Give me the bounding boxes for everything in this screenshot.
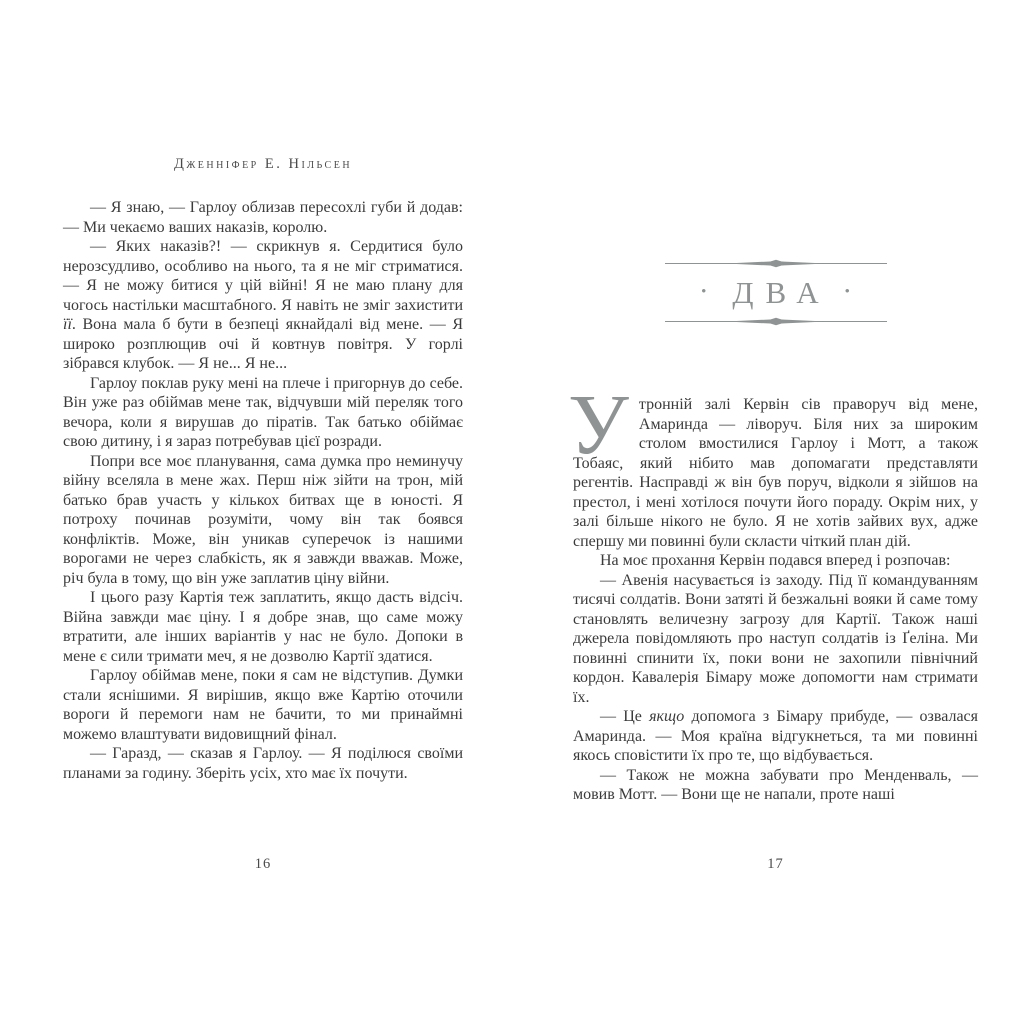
paragraph [63,744,463,783]
italic-text-run: якщо [649,708,685,725]
text-run: — Гаразд, — сказав я Гарлоу. — Я поділюся своїми планами за годину. Зберіть усіх, хто має їх почути. [63,745,463,782]
page-number-right: 17 [767,856,784,872]
left-page-body [63,198,463,783]
chapter-title: ДВА [732,274,831,310]
right-page-body [568,376,978,805]
ornament-dot-right-icon: • [844,284,850,300]
chapter-divider-bottom-ornament [665,317,887,326]
text-run: — Також не можна забувати про Менденваль, — мовив Мотт. — Вони ще не напали, проте наші [573,766,978,803]
text-run: тронній залі Кервін сів праворуч від мене, Амаринда — ліворуч. Біля них за широким столом вмостилися Гарлоу і Мотт, а також Тобаяс, який нібито мав допомагати представляти регентів. Насправді ж він був поруч, відколи я зійшов на престол, і мені хотілося почути його пораду. Окрім них, у залі більше нікого не було. Я не хотів зайвих вух, адже спершу ми повинні були скласти чіткий план дій. [573,396,978,550]
text-run: Попри все моє планування, сама думка про неминучу війну вселяла в мене жах. Перш ніж зійти на трон, мій батько брав участь у кількох битвах ще в юності. Я потроху починав розуміти, чому він так боявся конфліктів. Може, він уникав суперечок із нашими ворогами не через слабкість, як я завжди вважав. Може, річ була в тому, що він уже заплатив ціну війни. [63,452,463,587]
text-run: — Яких наказів?! — скрикнув я. Сердитися було нерозсудливо, особливо на нього, та я не міг стриматися. — Я не можу битися у цій війні! Я не маю плану для чогось настільки масштабного. Я навіть не зміг захистити [63,238,463,314]
text-run: — Авенія насувається із заходу. Під її командуванням тисячі солдатів. Вони затяті й безжальні вояки й саме тому становлять величезну загрозу для Картії. Також наші джерела повідомляють про наступ солдатів із Ґеліна. Ми повинні спинити їх, поки вони не захопили північний кордон. Кавалерія Бімару може допомогти нам стримати їх. [573,571,978,706]
text-run: На моє прохання Кервін подався вперед і розпочав: [600,552,951,569]
text-run: Гарлоу поклав руку мені на плече і пригорнув до себе. Він уже раз обіймав мене так, відчувши мій переляк того вечора, коли я вирушав до піратів. Так батько обіймає свою дитину, і я зараз потребував цієї розради. [63,374,463,450]
drop-cap: У [568,376,629,472]
page-left [63,156,463,916]
paragraph [573,766,978,805]
paragraph [63,198,463,237]
text-run: Гарлоу обіймав мене, поки я сам не відступив. Думки стали яснішими. Я вирішив, якщо вже Картію оточили вороги й перемоги нам не бачити, то ми принаймні можемо влаштувати видовищний фінал. [63,667,463,743]
paragraph [63,666,463,744]
chapter-title-row [573,268,978,317]
text-run: — Я знаю, — Гарлоу облизав пересохлі губи й додав: — Ми чекаємо ваших наказів, королю. [63,199,463,236]
ornament-dot-left-icon: • [701,284,707,300]
text-run: . Вона мала б бути в безпеці якнайдалі від мене. — Я широко розплющив очі й ковтнув повітря. У горлі зібрався клубок. — Я не... Я не... [63,316,463,372]
paragraph [63,237,463,374]
italic-text-run: її [63,316,72,333]
paragraph [573,707,978,766]
paragraph [573,571,978,708]
paragraph [63,374,463,452]
paragraph [568,376,978,551]
page-number-left: 16 [254,856,272,872]
text-run: — Це [600,708,650,725]
page-right [568,259,978,919]
text-run: І цього разу Картія теж заплатить, якщо дасть відсіч. Війна завжди має ціну. І я добре знав, що саме можу втратити, але інших варіантів у нас не було. Допоки в мене є сили тримати меч, я не дозволю Картії здатися. [63,589,463,665]
chapter-divider-top-ornament [665,259,887,268]
text-run: допомога з Бімару прибуде, — озвалася Амаринда. — Моя країна відгукнеться, та ми повинні якось сповістити їх про те, що відбувається. [573,708,978,764]
running-header: Дженніфер Е. Нільсен [173,156,353,172]
chapter-heading [573,259,978,326]
paragraph [63,452,463,589]
paragraph [63,588,463,666]
paragraph [573,551,978,571]
